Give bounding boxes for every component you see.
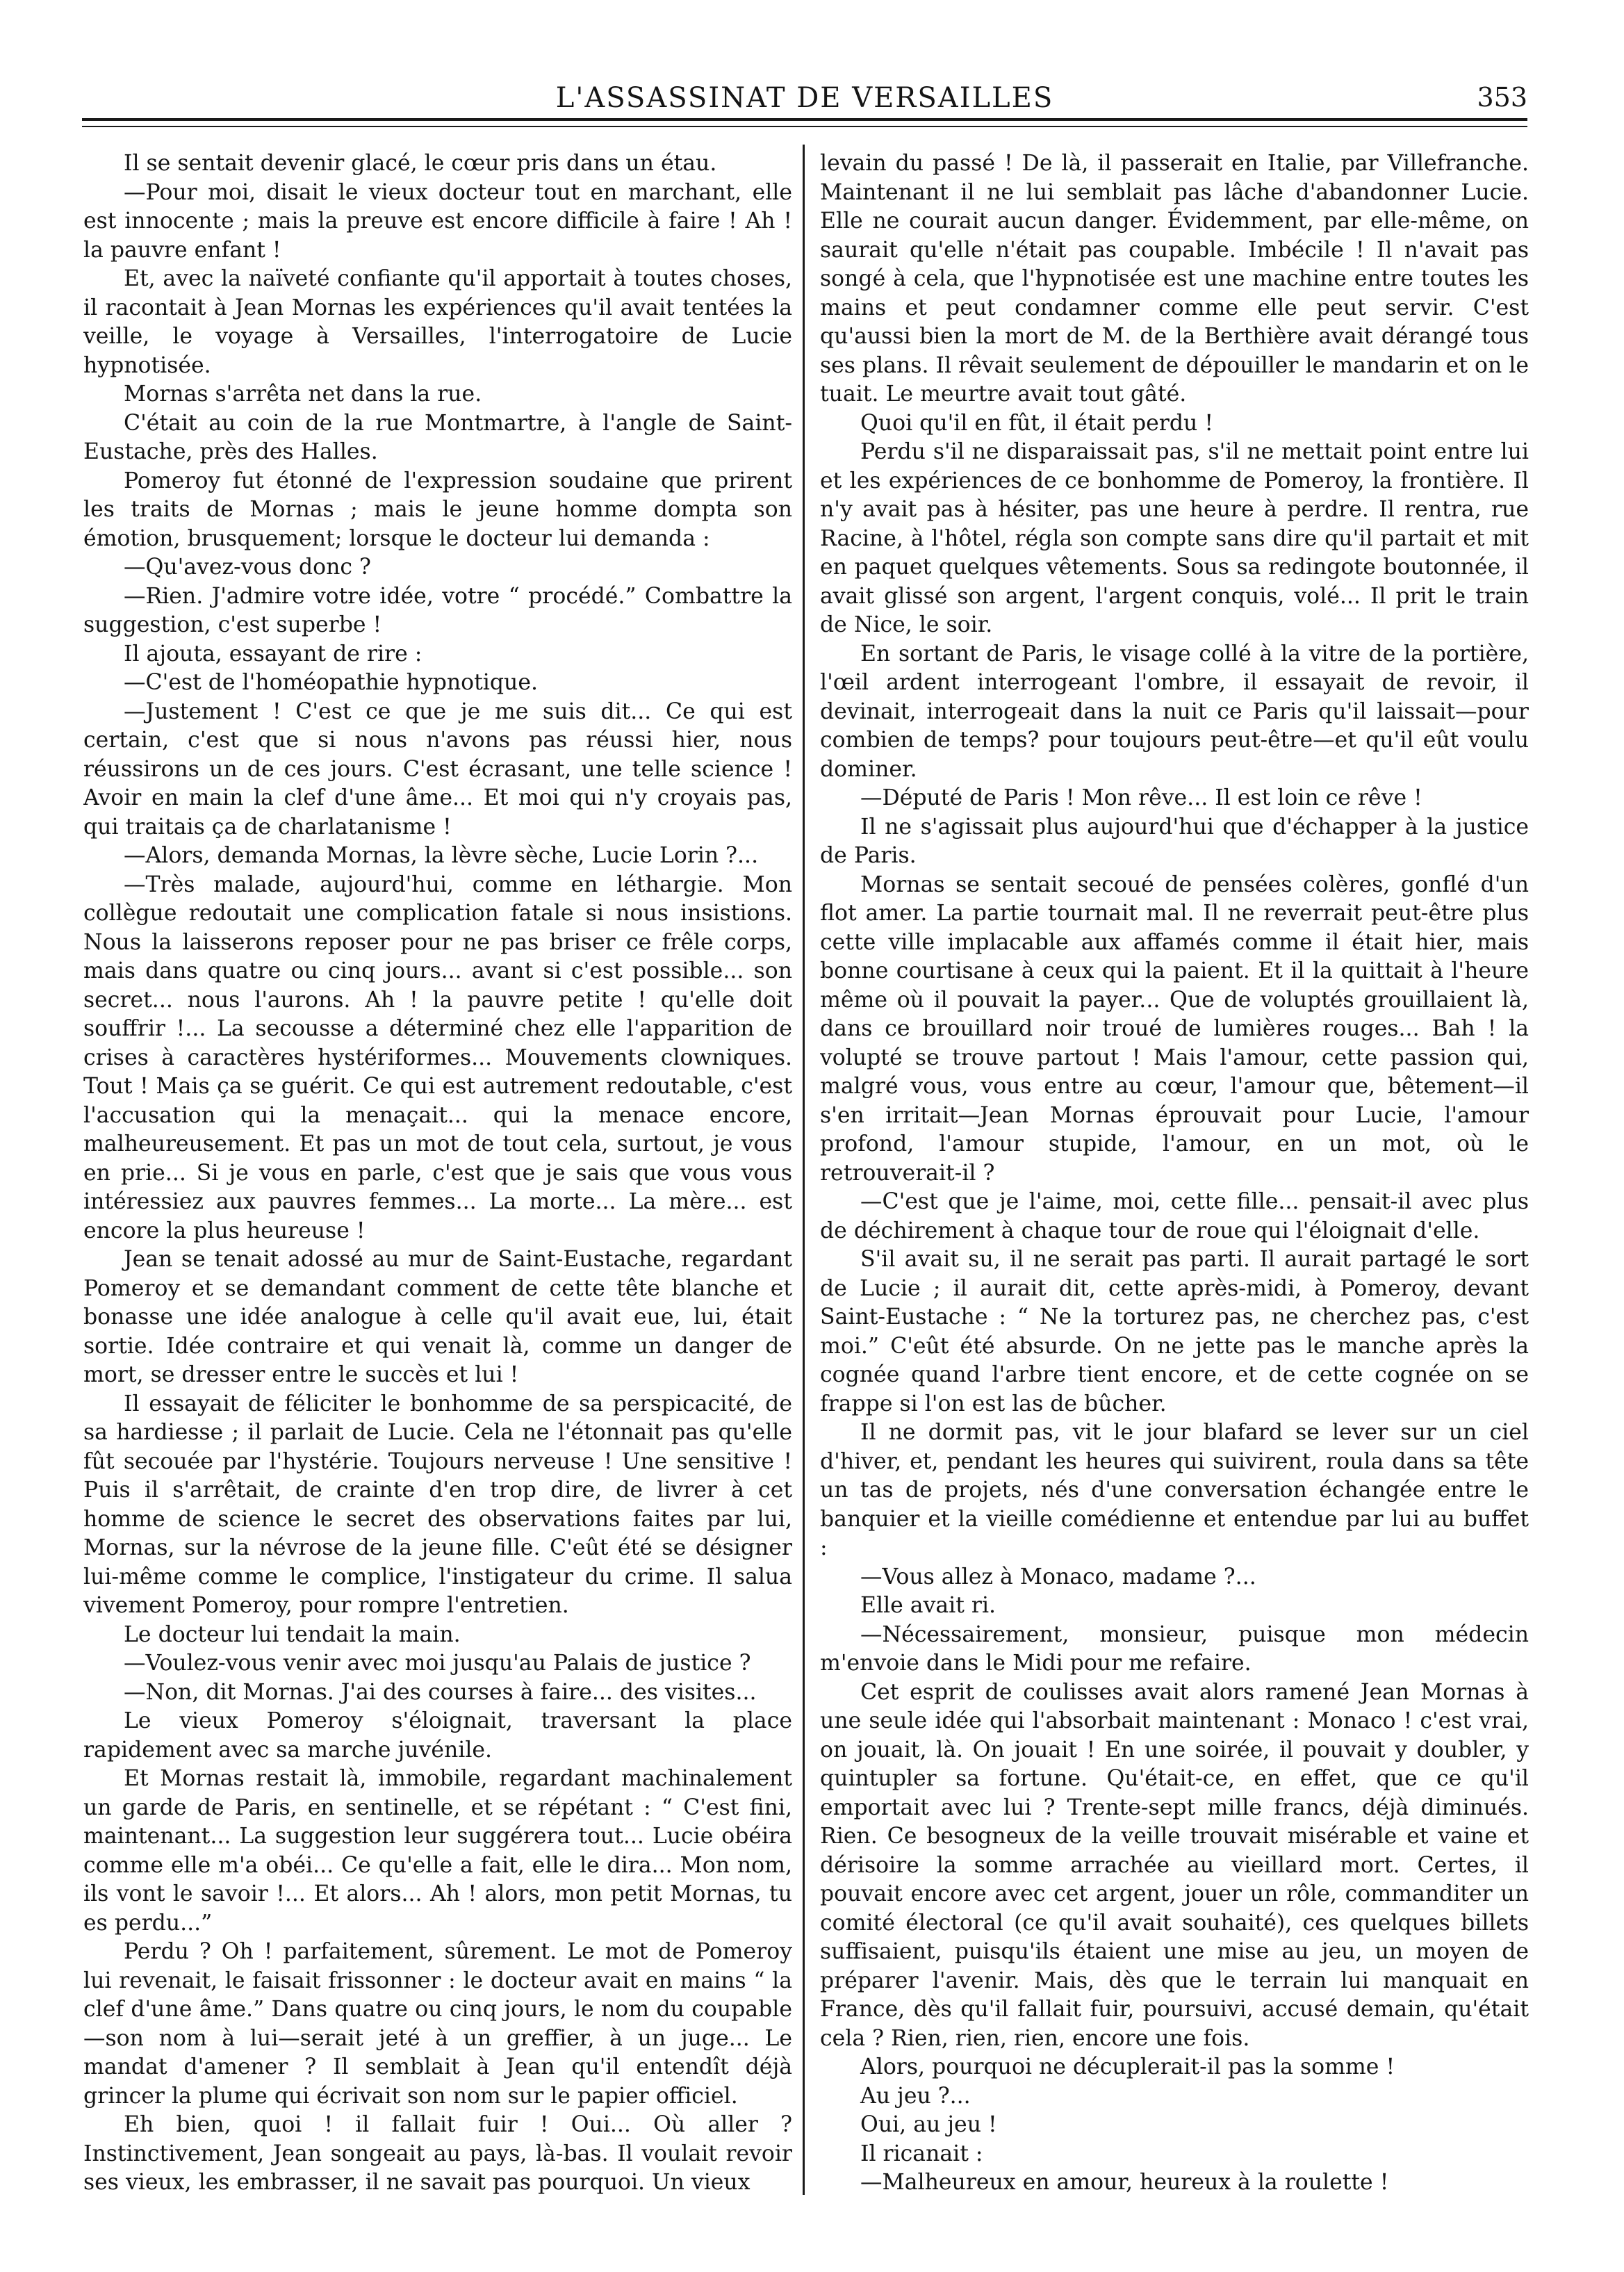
paragraph: —Vous allez à Monaco, madame ?... (860, 1564, 1256, 1589)
paragraph: Oui, au jeu ! (860, 2112, 997, 2137)
paragraph: —C'est de l'homéopathie hypnotique. (124, 670, 538, 695)
paragraph: —Non, dit Mornas. J'ai des courses à faire... des visites... (124, 1679, 757, 1705)
paragraph: S'il avait su, il ne serait pas parti. Il aurait partagé le sort de Lucie ; il aurait dit, cette après-midi, à Pomeroy, devant Saint-Eustache : “ Ne la torturez pas, ne cherchez pas, c'est moi.” C'eût été absurde. On ne jette pas le manche après la cognée quand l'arbre tient encore, et de cette cognée on se frappe si l'on est las de bûcher. (820, 1247, 1529, 1416)
header-rule-thick (82, 118, 1527, 121)
paragraph: Au jeu ?... (860, 2083, 971, 2109)
paragraph: —Qu'avez-vous donc ? (124, 555, 371, 580)
paragraph: Le docteur lui tendait la main. (124, 1621, 461, 1647)
paragraph: Quoi qu'il en fût, il était perdu ! (860, 410, 1213, 436)
paragraph: Le vieux Pomeroy s'éloignait, traversant la place rapidement avec sa marche juvénile. (83, 1708, 792, 1763)
paragraph: —Voulez-vous venir avec moi jusqu'au Palais de justice ? (124, 1651, 751, 1676)
paragraph: Et Mornas restait là, immobile, regardant machinalement un garde de Paris, en sentinelle, et se répétant : “ C'est fini, maintenant... La suggestion leur suggérera tout... Lucie obéira comme elle m'a obéi... Ce qu'elle a fait, elle le dira... Mon nom, ils vont le savoir !... Et alors... Ah ! alors, mon petit Mornas, tu es perdu...” (83, 1766, 792, 1936)
paragraph: Jean se tenait adossé au mur de Saint-Eustache, regardant Pomeroy et se demandant comment de cette tête blanche et bonasse une idée analogue à celle qu'il avait eue, lui, était sortie. Idée contraire et qui venait là, comme un danger de mort, se dresser entre le succès et lui ! (83, 1247, 792, 1387)
paragraph: Il ne s'agissait plus aujourd'hui que d'échapper à la justice de Paris. (820, 814, 1529, 868)
paragraph: Il essayait de féliciter le bonhomme de sa perspicacité, de sa hardiesse ; il parlait de Lucie. Cela ne l'étonnait pas qu'elle fût secouée par l'hystérie. Toujours nerveuse ! Une sensitive ! Puis il s'arrêtait, de crainte d'en trop dire, de livrer à cet homme de science le secret des observations faites par lui, Mornas, sur la névrose de la jeune fille. C'eût été se désigner lui-même comme le complice, l'instigateur du crime. Il salua vivement Pomeroy, pour rompre l'entretien. (83, 1391, 792, 1618)
paragraph: —Pour moi, disait le vieux docteur tout en marchant, elle est innocente ; mais la preuve est encore difficile à faire ! Ah ! la pauvre enfant ! (83, 179, 792, 263)
paragraph: Perdu s'il ne disparaissait pas, s'il ne mettait point entre lui et les expériences de ce bonhomme de Pomeroy, la frontière. Il n'y avait pas à hésiter, pas une heure à perdre. Il rentra, rue Racine, à l'hôtel, régla son compte sans dire qu'il partait et mit en paquet quelques vêtements. Sous sa redingote boutonnée, il avait glissé son argent, l'argent conquis, volé... Il prit le train de Nice, le soir. (820, 439, 1529, 637)
paragraph: —Malheureux en amour, heureux à la roulette ! (860, 2170, 1389, 2195)
header-rule-thin (82, 126, 1527, 127)
paragraph: —Justement ! C'est ce que je me suis dit... Ce qui est certain, c'est que si nous n'avons pas réussi hier, nous réussirons un de ces jours. C'est écrasant, une telle science ! Avoir en main la clef d'une âme... Et moi qui n'y croyais pas, qui traitais ça de charlatanisme ! (83, 698, 792, 840)
paragraph: —Très malade, aujourd'hui, comme en léthargie. Mon collègue redoutait une complication fatale si nous insistions. Nous la laisserons reposer pour ne pas briser ce frêle corps, mais dans quatre ou cinq jours... avant si c'est possible... son secret... nous l'aurons. Ah ! la pauvre petite ! qu'elle doit souffrir !... La secousse a déterminé chez elle l'apparition de crises à caractères hystériformes... Mouvements clowniques. Tout ! Mais ça se guérit. Ce qui est autrement redoutable, c'est l'accusation qui la menaçait... qui la menace encore, malheureusement. Et pas un mot de tout cela, surtout, je vous en prie... Si je vous en parle, c'est que je sais que vous vous intéressiez aux pauvres femmes... La morte... La mère... est encore la plus heureuse ! (83, 872, 792, 1243)
paragraph: Cet esprit de coulisses avait alors ramené Jean Mornas à une seule idée qui l'absorbait maintenant : Monaco ! c'est vrai, on jouait, là. On jouait ! En une soirée, il pouvait y doubler, y quintupler sa fortune. Qu'était-ce, en effet, que ce qu'il emportait avec lui ? Trente-sept mille francs, déjà diminués. Rien. Ce besogneux de la veille trouvait misérable et vaine et dérisoire la somme arrachée au vieillard mort. Certes, il pouvait encore avec cet argent, jouer un rôle, commanditer un comité électoral (ce qu'il avait souhaité), ces quelques billets suffisaient, puisqu'ils étaient une mise au jeu, un moyen de préparer l'avenir. Mais, dès que le terrain lui manquait en France, dès qu'il fallait fuir, poursuivi, accusé demain, qu'était cela ? Rien, rien, rien, encore une fois. (820, 1679, 1529, 2051)
paragraph: Mornas se sentait secoué de pensées colères, gonflé d'un flot amer. La partie tournait mal. Il ne reverrait peut-être plus cette ville implacable aux affamés comme il était hier, mais bonne courtisane à ceux qui la paient. Et il la quittait à l'heure même où il pouvait la payer... Que de voluptés grouillaient là, dans ce brouillard noir troué de lumières rouges... Bah ! la volupté se trouve partout ! Mais l'amour, cette passion qui, malgré vous, vous entre au cœur, l'amour que, bêtement—il s'en irritait—Jean Mornas éprouvait pour Lucie, l'amour profond, l'amour stupide, l'amour, en un mot, où le retrouverait-il ? (820, 872, 1529, 1186)
paragraph: —Alors, demanda Mornas, la lèvre sèche, Lucie Lorin ?... (124, 843, 759, 868)
paragraph: Eh bien, quoi ! il fallait fuir ! Oui... Où aller ? Instinctivement, Jean songeait au pays, là-bas. Il voulait revoir ses vieux, les embrasser, il ne savait pas pourquoi. Un vieux (83, 2112, 792, 2195)
running-title: L'ASSASSINAT DE VERSAILLES (555, 82, 1054, 114)
paragraph: Il ne dormit pas, vit le jour blafard se lever sur un ciel d'hiver, et, pendant les heures qui suivirent, roula dans sa tête un tas de projets, nés d'une conversation échangée entre le banquier et la vieille comédienne et entendue par lui au buffet : (820, 1420, 1529, 1560)
paragraph: Elle avait ri. (860, 1593, 996, 1618)
paragraph: C'était au coin de la rue Montmartre, à l'angle de Saint-Eustache, près des Halles. (83, 410, 792, 464)
paragraph: Mornas s'arrêta net dans la rue. (124, 382, 482, 407)
paragraph: —Rien. J'admire votre idée, votre “ procédé.” Combattre la suggestion, c'est superbe ! (83, 583, 792, 637)
right-column (820, 149, 1529, 2214)
paragraph: Et, avec la naïveté confiante qu'il apportait à toutes choses, il racontait à Jean Mornas les expériences qu'il avait tentées la veille, le voyage à Versailles, l'interrogatoire de Lucie hypnotisée. (83, 266, 792, 378)
paragraph: Il ricanait : (860, 2141, 983, 2166)
paragraph: —C'est que je l'aime, moi, cette fille... pensait-il avec plus de déchirement à chaque tour de roue qui l'éloignait d'elle. (820, 1189, 1529, 1243)
page-number: 353 (1477, 82, 1527, 113)
paragraph: Pomeroy fut étonné de l'expression soudaine que prirent les traits de Mornas ; mais le jeune homme dompta son émotion, brusquement; lorsque le docteur lui demanda : (83, 468, 792, 551)
left-column (83, 149, 792, 2214)
paragraph: Perdu ? Oh ! parfaitement, sûrement. Le mot de Pomeroy lui revenait, le faisait frissonner : le docteur avait en mains “ la clef d'une âme.” Dans quatre ou cinq jours, le nom du coupable—son nom à lui—serait jeté à un greffier, à un juge... Le mandat d'amener ? Il semblait à Jean qu'il entendît déjà grincer la plume qui écrivait son nom sur le papier officiel. (83, 1939, 792, 2109)
page-header (82, 78, 1527, 114)
paragraph: Il se sentait devenir glacé, le cœur pris dans un étau. (124, 151, 717, 176)
paragraph: —Député de Paris ! Mon rêve... Il est loin ce rêve ! (860, 785, 1422, 810)
paragraph: Alors, pourquoi ne décuplerait-il pas la somme ! (860, 2054, 1395, 2079)
paragraph: —Nécessairement, monsieur, puisque mon médecin m'envoie dans le Midi pour me refaire. (820, 1621, 1529, 1676)
column-divider (803, 145, 805, 2195)
paragraph: Il ajouta, essayant de rire : (124, 641, 423, 667)
paragraph: levain du passé ! De là, il passerait en Italie, par Villefranche. Maintenant il ne lui semblait pas lâche d'abandonner Lucie. Elle ne courait aucun danger. Évidemment, par elle-même, on saurait qu'elle n'était pas coupable. Imbécile ! Il n'avait pas songé à cela, que l'hypnotisée est une machine entre toutes les mains et peut condamner comme elle peut servir. C'est qu'aussi bien la mort de M. de la Berthière avait dérangé tous ses plans. Il rêvait seulement de dépouiller le mandarin et on le tuait. Le meurtre avait tout gâté. (820, 151, 1529, 407)
paragraph: En sortant de Paris, le visage collé à la vitre de la portière, l'œil ardent interrogeant l'ombre, il essayait de revoir, il devinait, interrogeait dans la nuit ce Paris qu'il laissait—pour combien de temps? pour toujours peut-être—et qu'il eût voulu dominer. (820, 641, 1529, 782)
